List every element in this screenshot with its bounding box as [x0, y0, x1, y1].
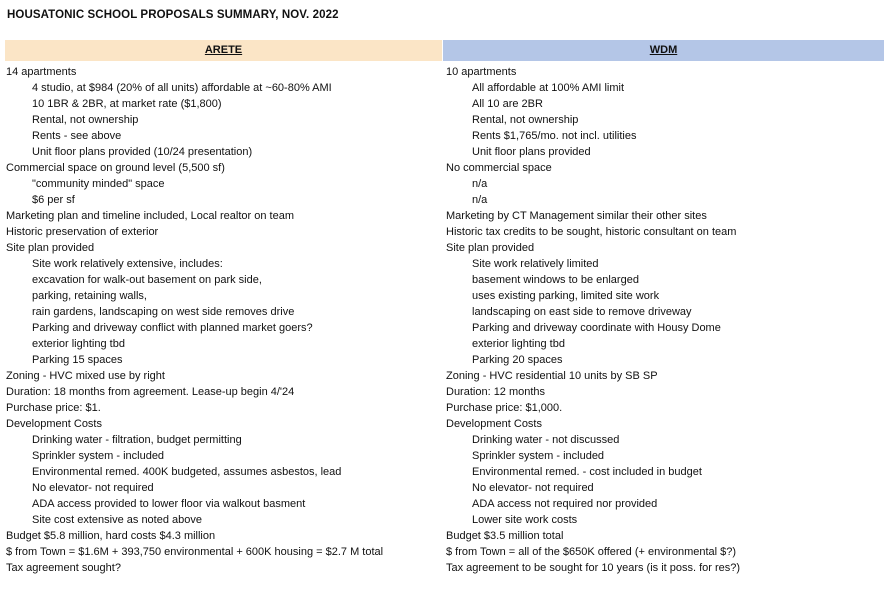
list-item: All 10 are 2BR — [472, 98, 543, 110]
list-item: Duration: 18 months from agreement. Lease-up begin 4/'24 — [6, 386, 295, 398]
list-item: uses existing parking, limited site work — [472, 290, 660, 302]
list-item: $ from Town = $1.6M + 393,750 environmental + 600K housing = $2.7 M total — [6, 546, 384, 558]
column-header-arete: ARETE — [5, 40, 442, 61]
list-item: Site work relatively extensive, includes: — [32, 258, 223, 270]
document-title: HOUSATONIC SCHOOL PROPOSALS SUMMARY, NOV. 2022 — [7, 9, 339, 21]
list-item: Rents - see above — [32, 130, 122, 142]
list-item: Sprinkler system - included — [32, 450, 165, 462]
column-header-wdm: WDM — [443, 40, 884, 61]
list-item: Sprinkler system - included — [472, 450, 605, 462]
list-item: rain gardens, landscaping on west side removes drive — [32, 306, 295, 318]
list-item: No commercial space — [446, 162, 552, 174]
list-item: 14 apartments — [6, 66, 77, 78]
list-item: Site work relatively limited — [472, 258, 599, 270]
list-item: Zoning - HVC residential 10 units by SB SP — [446, 370, 658, 382]
list-item: Tax agreement to be sought for 10 years (is it poss. for res?) — [446, 562, 741, 574]
list-item: Site cost extensive as noted above — [32, 514, 202, 526]
list-item: ADA access provided to lower floor via walkout basment — [32, 498, 306, 510]
list-item: n/a — [472, 178, 488, 190]
list-item: Duration: 12 months — [446, 386, 546, 398]
list-item: Tax agreement sought? — [6, 562, 121, 574]
list-item: n/a — [472, 194, 488, 206]
arete-proposal-list — [6, 64, 442, 576]
list-item: Historic preservation of exterior — [6, 226, 159, 238]
list-item: Budget $3.5 million total — [446, 530, 564, 542]
list-item: Parking and driveway coordinate with Housy Dome — [472, 322, 721, 334]
list-item: Zoning - HVC mixed use by right — [6, 370, 165, 382]
list-item: exterior lighting tbd — [472, 338, 565, 350]
list-item: parking, retaining walls, — [32, 290, 147, 302]
list-item: No elevator- not required — [32, 482, 154, 494]
list-item: Environmental remed. 400K budgeted, assumes asbestos, lead — [32, 466, 342, 478]
list-item: 10 1BR & 2BR, at market rate ($1,800) — [32, 98, 222, 110]
list-item: Drinking water - filtration, budget permitting — [32, 434, 242, 446]
list-item: basement windows to be enlarged — [472, 274, 639, 286]
list-item: Parking 20 spaces — [472, 354, 563, 366]
list-item: Site plan provided — [446, 242, 535, 254]
list-item: No elevator- not required — [472, 482, 594, 494]
list-item: Marketing by CT Management similar their other sites — [446, 210, 707, 222]
list-item: Historic tax credits to be sought, historic consultant on team — [446, 226, 737, 238]
list-item: Parking and driveway conflict with planned market goers? — [32, 322, 313, 334]
list-item: Purchase price: $1,000. — [446, 402, 563, 414]
list-item: ADA access not required nor provided — [472, 498, 658, 510]
list-item: Environmental remed. - cost included in budget — [472, 466, 702, 478]
list-item: Unit floor plans provided — [472, 146, 591, 158]
list-item: Rental, not ownership — [472, 114, 579, 126]
list-item: exterior lighting tbd — [32, 338, 125, 350]
list-item: Rental, not ownership — [32, 114, 139, 126]
list-item: Parking 15 spaces — [32, 354, 123, 366]
list-item: landscaping on east side to remove driveway — [472, 306, 692, 318]
list-item: Budget $5.8 million, hard costs $4.3 million — [6, 530, 216, 542]
list-item: 4 studio, at $984 (20% of all units) affordable at ~60-80% AMI — [32, 82, 332, 94]
list-item: excavation for walk-out basement on park side, — [32, 274, 262, 286]
list-item: Lower site work costs — [472, 514, 578, 526]
list-item: All affordable at 100% AMI limit — [472, 82, 625, 94]
list-item: $6 per sf — [32, 194, 75, 206]
list-item: Commercial space on ground level (5,500 sf) — [6, 162, 225, 174]
list-item: Rents $1,765/mo. not incl. utilities — [472, 130, 637, 142]
list-item: 10 apartments — [446, 66, 517, 78]
list-item: $ from Town = all of the $650K offered (+ environmental $?) — [446, 546, 737, 558]
list-item: Unit floor plans provided (10/24 presentation) — [32, 146, 253, 158]
list-item: "community minded" space — [32, 178, 165, 190]
wdm-proposal-list — [446, 64, 884, 576]
list-item: Development Costs — [6, 418, 102, 430]
list-item: Marketing plan and timeline included, Local realtor on team — [6, 210, 294, 222]
list-item: Development Costs — [446, 418, 542, 430]
list-item: Drinking water - not discussed — [472, 434, 620, 446]
list-item: Purchase price: $1. — [6, 402, 101, 414]
list-item: Site plan provided — [6, 242, 95, 254]
